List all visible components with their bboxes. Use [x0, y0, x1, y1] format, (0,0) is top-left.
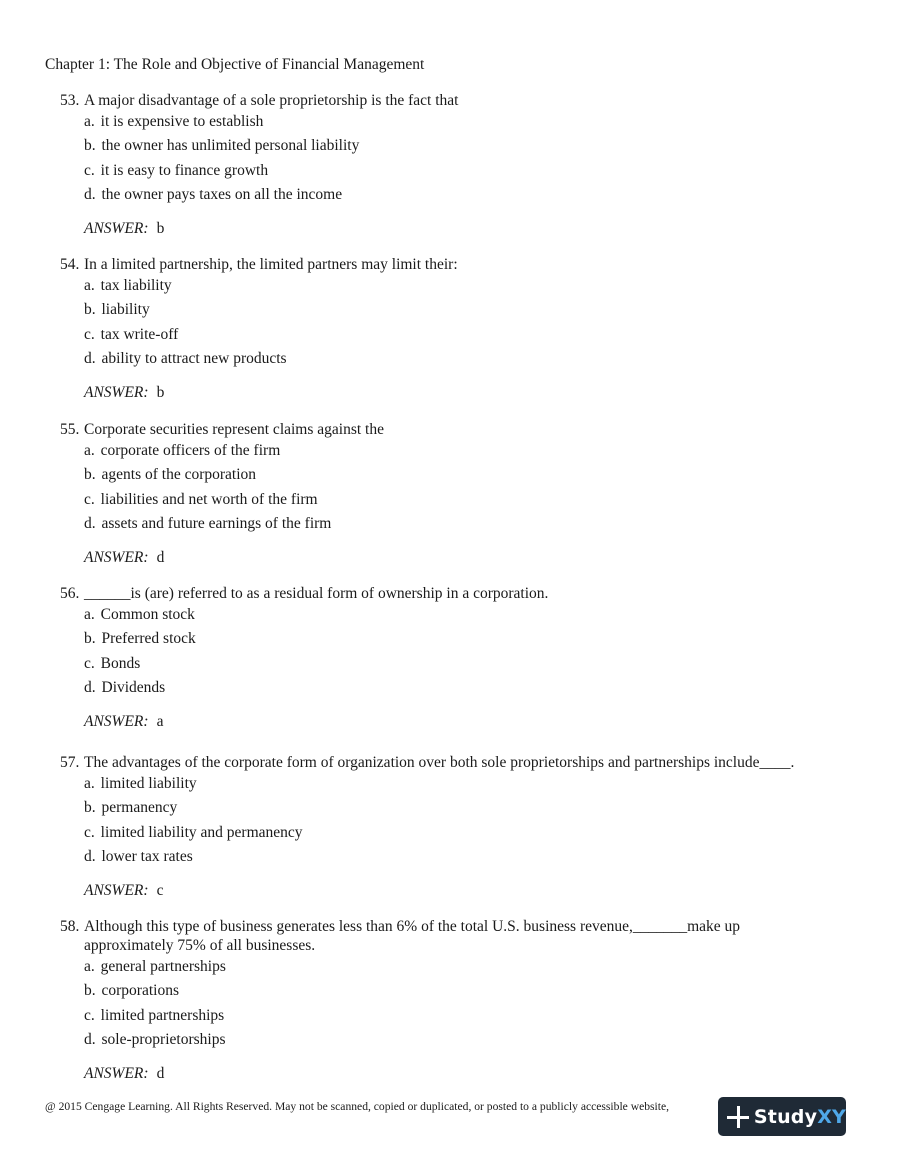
option-b [84, 979, 760, 1003]
answer-value: b [156, 384, 165, 402]
option-b [84, 463, 840, 487]
option-text: limited partnerships [100, 1006, 225, 1024]
option-letter: b. [84, 799, 96, 817]
option-a [84, 274, 840, 298]
option-text: general partnerships [100, 958, 226, 975]
option-a [84, 955, 760, 979]
logo-wordmark [754, 1106, 846, 1128]
logo-brand-main: Study [753, 1105, 818, 1128]
option-b [84, 796, 840, 820]
answer-label: ANSWER: [84, 384, 149, 402]
answer-value: d [156, 1065, 165, 1083]
plus-icon [727, 1106, 746, 1128]
option-a [84, 110, 840, 134]
option-letter: c. [84, 325, 95, 343]
question-55 [60, 420, 840, 569]
question-57 [60, 753, 840, 902]
question-stem: The advantages of the corporate form of organization over both sole proprietorships and partnerships include____. [84, 754, 795, 771]
option-c [84, 1004, 760, 1028]
option-text: liability [101, 301, 150, 319]
option-text: the owner pays taxes on all the income [101, 185, 343, 203]
question-54 [60, 255, 840, 404]
option-text: corporations [101, 982, 179, 1000]
option-letter: d. [84, 185, 96, 203]
option-text: tax write-off [100, 325, 179, 343]
option-letter: c. [84, 654, 95, 672]
answer-label: ANSWER: [84, 882, 149, 900]
option-text: liabilities and net worth of the firm [100, 490, 318, 508]
answer-line [84, 382, 840, 404]
option-text: Common stock [100, 606, 195, 623]
option-letter: a. [84, 775, 95, 792]
option-letter: c. [84, 161, 95, 179]
option-c [84, 323, 840, 347]
option-letter: a. [84, 113, 95, 130]
option-c [84, 821, 840, 845]
option-letter: b. [84, 137, 96, 155]
option-c [84, 488, 840, 512]
question-stem: In a limited partnership, the limited partners may limit their: [84, 256, 458, 273]
option-text: sole-proprietorships [101, 1030, 226, 1048]
option-d [84, 183, 840, 207]
option-b [84, 627, 840, 651]
answer-label: ANSWER: [84, 713, 149, 731]
answer-line [84, 1063, 760, 1085]
option-letter: c. [84, 823, 95, 841]
question-stem: Although this type of business generates less than 6% of the total U.S. business revenue,_______make up approximately 75% of all businesses. [84, 918, 741, 954]
answer-line [84, 880, 840, 902]
question-stem: Corporate securities represent claims against the [84, 421, 384, 438]
question-number: 55. [60, 421, 80, 438]
option-text: the owner has unlimited personal liability [101, 137, 360, 155]
answer-line [84, 711, 840, 733]
copyright-footer: @ 2015 Cengage Learning. All Rights Reserved. May not be scanned, copied or duplicated, or posted to a publicly accessible website, [45, 1100, 670, 1113]
answer-label: ANSWER: [84, 549, 149, 567]
answer-value: c [156, 882, 164, 900]
answer-label: ANSWER: [84, 1065, 149, 1083]
option-text: tax liability [100, 277, 172, 294]
question-53 [60, 91, 840, 240]
option-letter: c. [84, 1006, 95, 1024]
answer-value: b [156, 220, 165, 238]
option-text: it is easy to finance growth [100, 161, 269, 179]
question-number: 57. [60, 754, 80, 771]
answer-value: a [156, 713, 164, 731]
option-text: permanency [101, 799, 178, 817]
logo-brand-accent: XY [817, 1105, 846, 1128]
option-d [84, 347, 840, 371]
option-d [84, 512, 840, 536]
option-text: limited liability [100, 775, 197, 792]
option-text: limited liability and permanency [100, 823, 303, 841]
option-letter: b. [84, 301, 96, 319]
option-letter: b. [84, 982, 96, 1000]
option-a [84, 439, 840, 463]
option-c [84, 159, 840, 183]
option-text: agents of the corporation [101, 466, 257, 484]
option-text: lower tax rates [101, 847, 193, 865]
question-stem: ______is (are) referred to as a residual form of ownership in a corporation. [84, 585, 549, 602]
option-d [84, 676, 840, 700]
answer-label: ANSWER: [84, 220, 149, 238]
chapter-title: Chapter 1: The Role and Objective of Financial Management [45, 56, 425, 73]
studyxy-logo[interactable] [718, 1097, 846, 1136]
option-letter: d. [84, 514, 96, 532]
option-letter: d. [84, 349, 96, 367]
option-letter: b. [84, 466, 96, 484]
question-58 [60, 917, 760, 1085]
option-d [84, 1028, 760, 1052]
question-stem: A major disadvantage of a sole proprietorship is the fact that [84, 92, 459, 109]
option-b [84, 298, 840, 322]
option-letter: d. [84, 678, 96, 696]
option-letter: a. [84, 606, 95, 623]
question-number: 58. [60, 918, 80, 935]
question-56 [60, 584, 840, 733]
option-d [84, 845, 840, 869]
option-text: assets and future earnings of the firm [101, 514, 332, 532]
answer-line [84, 218, 840, 240]
option-text: it is expensive to establish [100, 113, 264, 130]
option-a [84, 772, 840, 796]
option-text: ability to attract new products [101, 349, 287, 367]
option-text: Bonds [100, 654, 141, 672]
option-letter: d. [84, 847, 96, 865]
option-c [84, 652, 840, 676]
option-letter: a. [84, 277, 95, 294]
option-text: Preferred stock [101, 630, 196, 648]
option-letter: b. [84, 630, 96, 648]
option-b [84, 134, 840, 158]
question-number: 54. [60, 256, 80, 273]
option-text: Dividends [101, 678, 166, 696]
question-number: 53. [60, 92, 80, 109]
option-letter: c. [84, 490, 95, 508]
option-text: corporate officers of the firm [100, 442, 281, 459]
answer-value: d [156, 549, 165, 567]
option-letter: a. [84, 958, 95, 975]
question-number: 56. [60, 585, 80, 602]
option-a [84, 603, 840, 627]
answer-line [84, 547, 840, 569]
option-letter: d. [84, 1030, 96, 1048]
option-letter: a. [84, 442, 95, 459]
